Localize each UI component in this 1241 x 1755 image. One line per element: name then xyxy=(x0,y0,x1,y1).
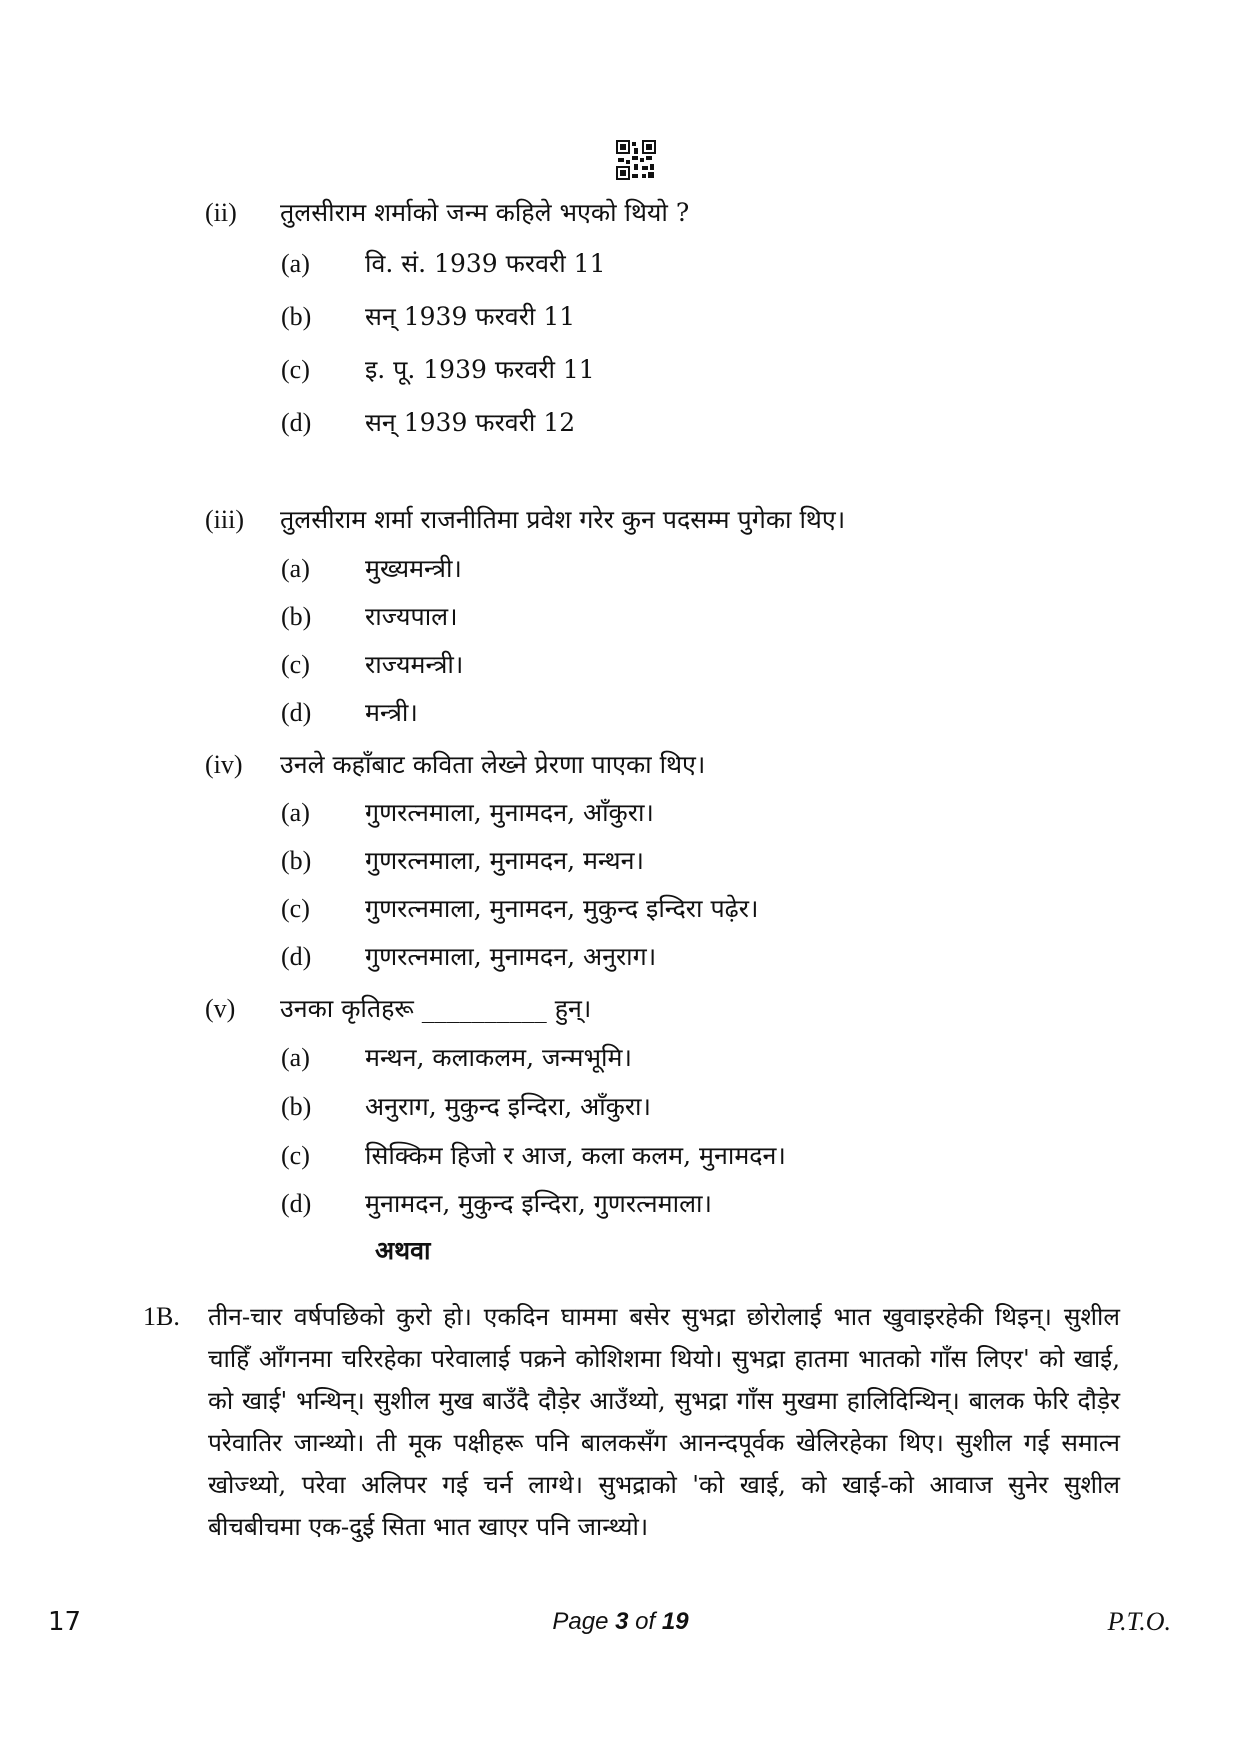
option-text: गुणरत्नमाला, मुनामदन, मुकुन्द इन्दिरा पढ़ेर। xyxy=(365,894,759,923)
question-text: उनका कृतिहरू __________ हुन्। xyxy=(280,994,592,1023)
option-label: (b) xyxy=(281,602,312,631)
or-heading: अथवा xyxy=(375,1236,431,1265)
option-label: (b) xyxy=(281,1092,312,1121)
option-d xyxy=(281,693,418,733)
paper-code: 17 xyxy=(48,1607,82,1637)
option-c xyxy=(281,889,758,929)
page-total: 19 xyxy=(661,1608,689,1635)
option-label: (c) xyxy=(281,894,310,923)
page-current: 3 xyxy=(615,1608,629,1635)
option-text: मन्थन, कलाकलम, जन्मभूमि। xyxy=(365,1043,632,1072)
option-text: गुणरत्नमाला, मुनामदन, आँकुरा। xyxy=(365,798,654,827)
page-of: of xyxy=(628,1608,662,1635)
option-text: मुनामदन, मुकुन्द इन्दिरा, गुणरत्नमाला। xyxy=(365,1189,712,1218)
question-number: (ii) xyxy=(205,198,237,227)
page-indicator xyxy=(0,1604,1241,1640)
option-label: (c) xyxy=(281,1141,310,1170)
option-text: गुणरत्नमाला, मुनामदन, मन्थन। xyxy=(365,846,644,875)
option-label: (d) xyxy=(281,698,312,727)
option-label: (d) xyxy=(281,408,312,437)
option-d xyxy=(281,1184,712,1224)
option-b xyxy=(281,1087,651,1127)
option-text: इ. पू. 1939 फरवरी 11 xyxy=(365,355,595,384)
pto-label: P.T.O. xyxy=(1107,1607,1171,1636)
passage-text: तीन-चार वर्षपछिको कुरो हो। एकदिन घाममा बसेर सुभद्रा छोरोलाई भात खुवाइरहेकी थिइन्। सुशील चाहिँ आँगनमा चरिरहेका परेवालाई पक्रने कोशिशमा थियो। सुभद्रा हातमा भातको गाँस लिएर' को खाई, को खाई' भन्थिन्। सुशील मुख बाउँदै दौड़ेर आउँथ्यो, सुभद्रा गाँस मुखमा हालिदिन्थिन्। बालक फेरि दौड़ेर परेवातिर जान्थ्यो। ती मूक पक्षीहरू पनि बालकसँग आनन्दपूर्वक खेलिरहेका थिए। सुशील गई समात्न खोज्थ्यो, परेवा अलिपर गई चर्न लाग्थे। सुभद्राको 'को खाई, को खाई-को आवाज सुनेर सुशील बीचबीचमा एक-दुई सिता भात खाएर पनि जान्थ्यो। xyxy=(208,1302,1120,1541)
option-c xyxy=(281,1136,786,1176)
qr-code-icon xyxy=(616,140,656,180)
option-c xyxy=(281,350,595,390)
option-text: वि. सं. 1939 फरवरी 11 xyxy=(365,249,606,278)
question-iv xyxy=(205,745,705,785)
question-ii xyxy=(205,193,689,233)
option-b xyxy=(281,297,575,337)
option-text: राज्यमन्त्री। xyxy=(365,650,464,679)
option-a xyxy=(281,549,462,589)
option-text: गुणरत्नमाला, मुनामदन, अनुराग। xyxy=(365,942,657,971)
option-label: (c) xyxy=(281,650,310,679)
option-text: राज्यपाल। xyxy=(365,602,458,631)
question-number: (iii) xyxy=(205,505,244,534)
option-label: (a) xyxy=(281,249,310,278)
question-text: तुलसीराम शर्मा राजनीतिमा प्रवेश गरेर कुन पदसम्म पुगेका थिए। xyxy=(280,505,846,534)
option-label: (a) xyxy=(281,798,310,827)
option-d xyxy=(281,403,575,443)
option-text: सिक्किम हिजो र आज, कला कलम, मुनामदन। xyxy=(365,1141,786,1170)
option-label: (d) xyxy=(281,1189,312,1218)
option-text: मुख्यमन्त्री। xyxy=(365,554,462,583)
option-label: (d) xyxy=(281,942,312,971)
question-iii xyxy=(205,500,845,540)
question-number: (v) xyxy=(205,994,236,1023)
option-b xyxy=(281,597,458,637)
option-a xyxy=(281,244,606,284)
option-text: मन्त्री। xyxy=(365,698,418,727)
option-d xyxy=(281,937,656,977)
option-text: अनुराग, मुकुन्द इन्दिरा, आँकुरा। xyxy=(365,1092,652,1121)
option-c xyxy=(281,645,463,685)
passage-number: 1B. xyxy=(143,1302,180,1331)
option-label: (c) xyxy=(281,355,310,384)
option-label: (a) xyxy=(281,554,310,583)
option-text: सन् 1939 फरवरी 11 xyxy=(365,302,576,331)
option-b xyxy=(281,841,644,881)
option-a xyxy=(281,793,654,833)
option-label: (b) xyxy=(281,302,312,331)
option-label: (b) xyxy=(281,846,312,875)
question-text: उनले कहाँबाट कविता लेख्ने प्रेरणा पाएका थिए। xyxy=(280,750,706,779)
option-a xyxy=(281,1038,632,1078)
page-prefix: Page xyxy=(552,1608,616,1635)
option-label: (a) xyxy=(281,1043,310,1072)
question-v xyxy=(205,989,591,1029)
question-text: तुलसीराम शर्माको जन्म कहिले भएको थियो ? xyxy=(280,198,690,227)
option-text: सन् 1939 फरवरी 12 xyxy=(365,408,576,437)
question-number: (iv) xyxy=(205,750,243,779)
